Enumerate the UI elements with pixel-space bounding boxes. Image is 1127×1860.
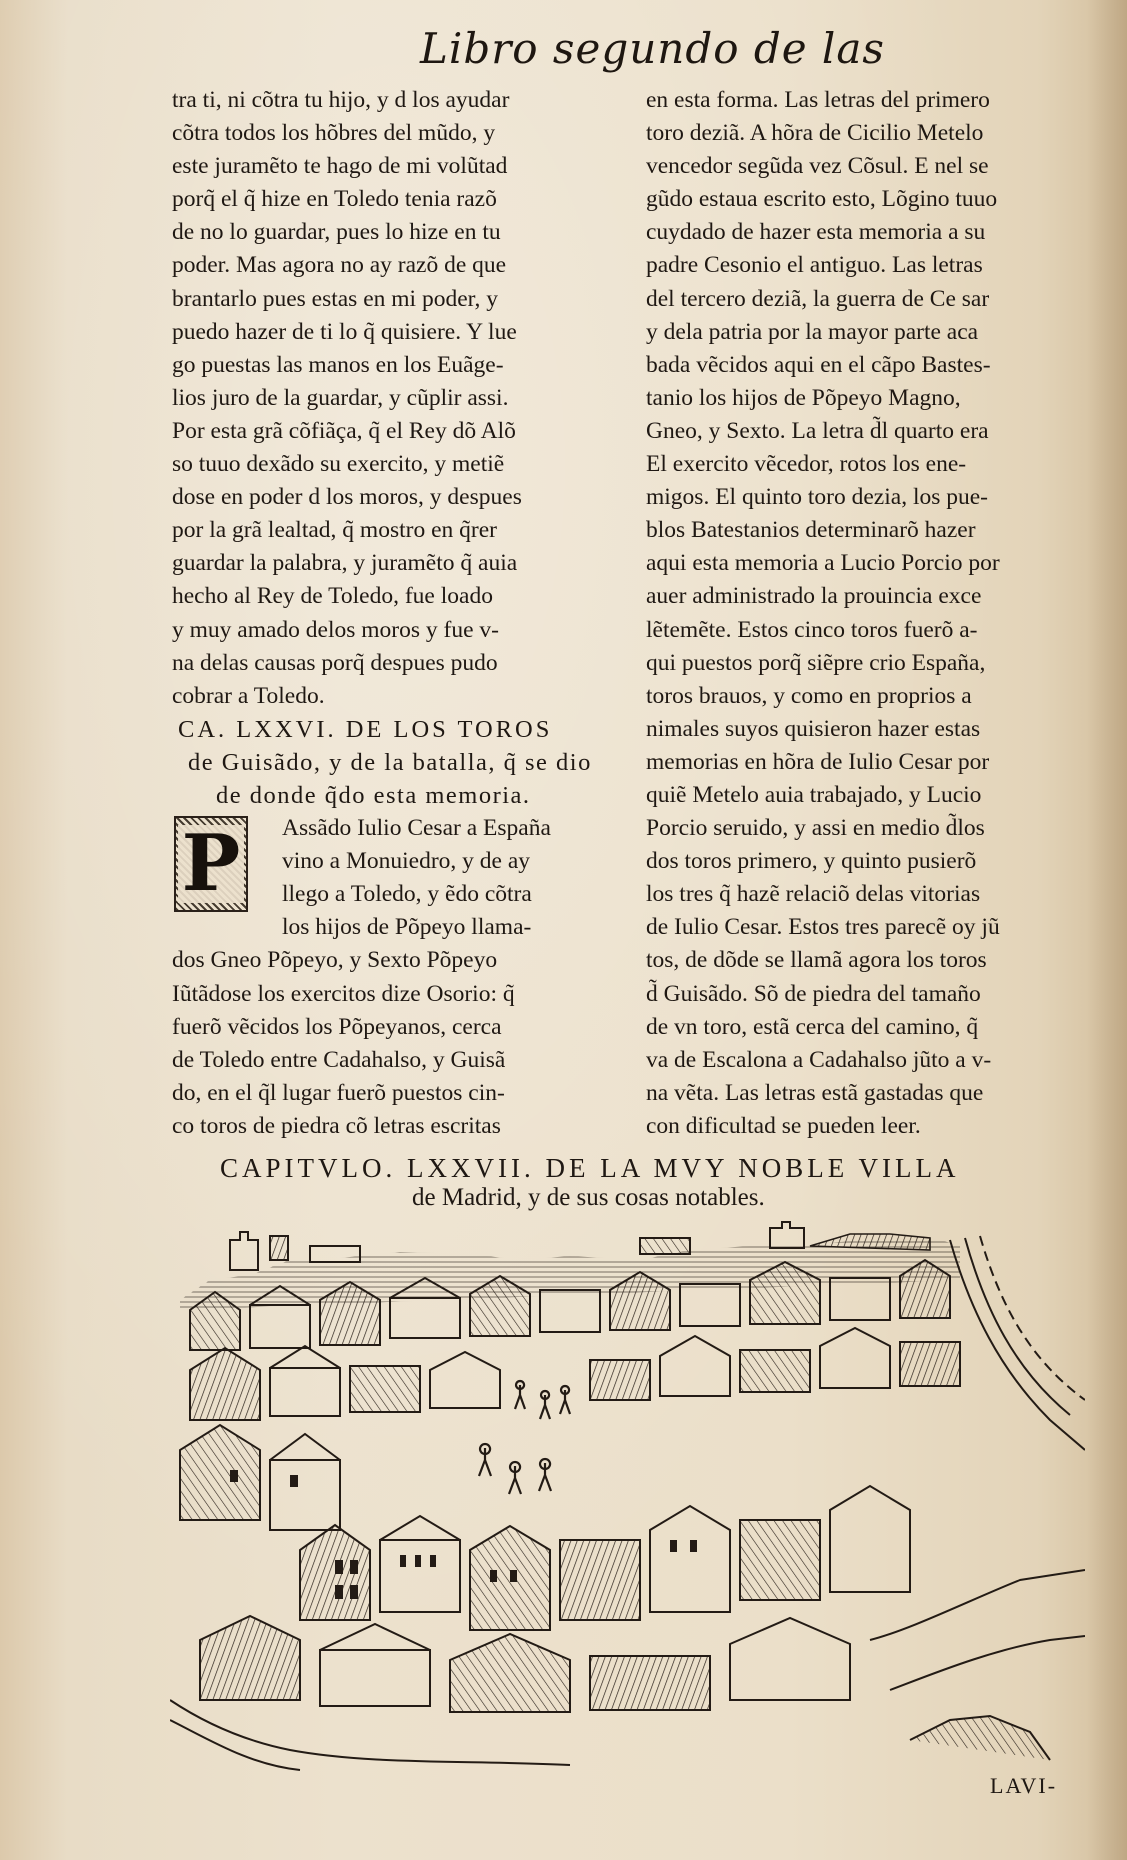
text-line: quiẽ Metelo auia trabajado, y Lucio [646,781,982,808]
text-line: nimales suyos quisieron hazer estas [646,715,981,742]
text-line: na vẽta. Las letras estã gastadas que [646,1079,984,1106]
text-line: los hijos de Põpeyo llama- [282,914,532,941]
text-line: de Iulio Cesar. Estos tres parecẽ oy jũ [646,914,1000,941]
text-line: padre Cesonio el antiguo. Las letras [646,252,983,279]
text-line: tos, de dõde se llamã agora los toros [646,947,987,974]
text-line: por la grã lealtad, q̃ mostro en q̃rer [172,517,497,544]
left-bottom-paragraph [172,944,612,1143]
page-gutter-shadow [1087,0,1127,1860]
madrid-woodcut-illustration [170,1220,1085,1776]
running-head: Libro segundo de las [420,24,885,73]
text-line: de no lo guardar, pues lo hize en tu [172,219,501,246]
chapter-heading-line: CA. LXXVI. DE LOS TOROS [178,715,553,743]
text-line: tanio los hijos de Põpeyo Magno, [646,384,961,411]
text-line: migos. El quinto toro dezia, los pue- [646,484,989,511]
text-line: vino a Monuiedro, y de ay [282,848,531,875]
plaza-figures [479,1381,570,1494]
chapter-77-title: CAPITVLO. LXXVII. DE LA MVY NOBLE VILLA [220,1153,960,1183]
text-line: puedo hazer de ti lo q̃ quisiere. Y lue [172,318,517,345]
text-line: los tres q̃ hazẽ relaciõ delas vitorias [646,881,981,908]
text-line: so tuuo dexãdo su exercito, y metiẽ [172,451,505,478]
text-line: brantarlo pues estas en mi poder, y [172,285,499,312]
text-line: memorias en hõra de Iulio Cesar por [646,748,990,775]
text-line: dose en poder d los moros, y despues [172,484,522,511]
text-line: El exercito vẽcedor, rotos los ene- [646,451,967,478]
text-line: poder. Mas agora no ay razõ de que [172,252,507,279]
text-line: y muy amado delos moros y fue v- [172,616,499,643]
text-line: gũdo estaua escrito esto, Lõgino tuuo [646,186,998,213]
text-line: toros brauos, y como en proprios a [646,682,972,709]
left-top-paragraph [172,84,612,713]
text-line: Gneo, y Sexto. La letra d̃l quarto era [646,417,989,444]
text-line: va de Escalona a Cadahalso jũto a v- [646,1046,992,1073]
text-line: con dificultad se pueden leer. [646,1112,921,1139]
right-text-column [646,84,1088,1143]
text-line: na delas causas porq̃ despues pudo [172,649,498,676]
text-line: vencedor segũda vez Cõsul. E nel se [646,153,989,180]
text-line: cobrar a Toledo. [172,682,325,709]
left-text-column [172,84,612,1143]
chapter-77-heading [220,1153,1040,1212]
text-line: y dela patria por la mayor parte aca [646,318,979,345]
text-line: auer administrado la prouincia exce [646,583,982,610]
text-line: Porcio seruido, y assi en medio d̃los [646,815,985,842]
text-line: del tercero deziã, la guerra de Ce sar [646,285,990,312]
text-line: qui puestos porq̃ siẽpre crio España, [646,649,986,676]
text-line: de vn toro, estã cerca del camino, q̃ [646,1013,979,1040]
text-line: este juramẽto te hago de mi volũtad [172,153,508,180]
drop-cap-letter: P [178,825,245,903]
middle-town-buildings [190,1328,960,1420]
text-line: guardar la palabra, y juramẽto q̃ auia [172,550,518,577]
text-line: Assãdo Iulio Cesar a España [282,815,551,842]
drop-cap-initial [174,816,248,912]
text-line: cuydado de hazer esta memoria a su [646,219,986,246]
text-line: llego a Toledo, y ẽdo cõtra [282,881,532,908]
text-line: do, en el q̃l lugar fuerõ puestos cin- [172,1079,505,1106]
text-line: tra ti, ni cõtra tu hijo, y d los ayudar [172,87,510,113]
text-line: porq̃ el q̃ hize en Toledo tenia razõ [172,186,497,213]
text-line: go puestas las manos en los Euãge- [172,351,504,378]
text-line: fuerõ vẽcidos los Põpeyanos, cerca [172,1013,502,1040]
text-line: dos Gneo Põpeyo, y Sexto Põpeyo [172,947,498,974]
drop-cap-paragraph [172,812,612,944]
text-line: en esta forma. Las letras del primero [646,87,990,113]
text-line: Iũtãdose los exercitos dize Osorio: q̃ [172,980,515,1007]
text-line: bada vẽcidos aqui en el cãpo Bastes- [646,351,991,378]
text-line: co toros de piedra cõ letras escritas [172,1112,501,1139]
text-line: Por esta grã cõfiãça, q̃ el Rey dõ Alõ [172,417,516,444]
chapter-heading-line: de Guisãdo, y de la batalla, q̃ se dio [188,748,592,776]
text-line: aqui esta memoria a Lucio Porcio por [646,550,1000,577]
text-line: de Toledo entre Cadahalso, y Guisã [172,1046,506,1073]
text-line: lẽtemẽte. Estos cinco toros fuerõ a- [646,616,978,643]
text-line: d̃ Guisãdo. Sõ de piedra del tamaño [646,980,981,1007]
chapter-77-subtitle: de Madrid, y de sus cosas notables. [412,1184,765,1211]
catchword: LAVI- [990,1773,1058,1798]
text-line: hecho al Rey de Toledo, fue loado [172,583,493,610]
chapter-76-heading [172,713,612,812]
text-line: toro deziã. A hõra de Cicilio Metelo [646,120,984,147]
chapter-heading-line: de donde q̃do esta memoria. [216,781,531,809]
text-line: lios juro de la guardar, y cũplir assi. [172,384,509,411]
text-line: dos toros primero, y quinto pusierõ [646,848,977,875]
text-line: blos Batestanios determinarõ hazer [646,517,976,544]
text-line: cõtra todos los hõbres del mũdo, y [172,120,496,147]
